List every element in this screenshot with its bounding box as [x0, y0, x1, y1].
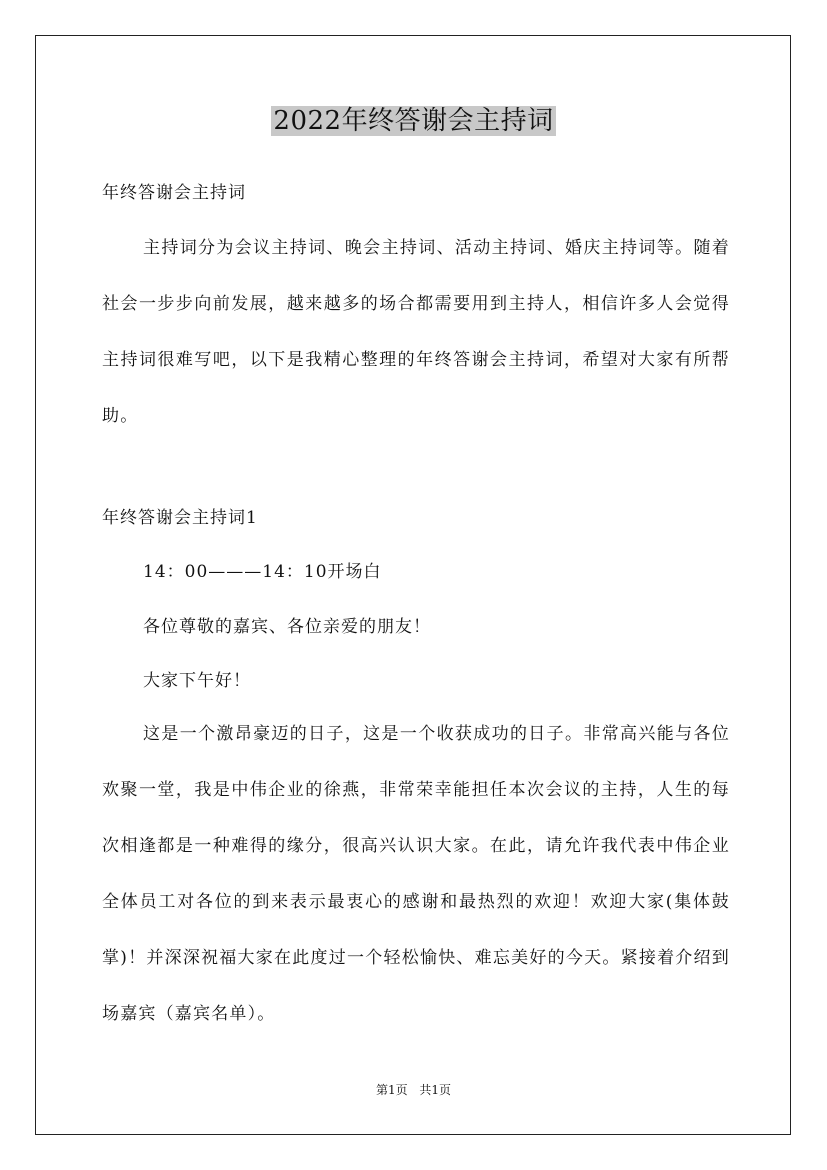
document-title: 2022年终答谢会主持词: [273, 106, 554, 136]
page-total: 共1页: [419, 1083, 452, 1097]
intro-paragraph: 主持词分为会议主持词、晚会主持词、活动主持词、婚庆主持词等。随着社会一步步向前发展，越来越多的场合都需要用到主持人，相信许多人会觉得主持词很难写吧，以下是我精心整理的年终答谢会主持词，希望对大家有所帮助。: [102, 238, 730, 426]
page-footer: [0, 1080, 827, 1100]
body-paragraph: 这是一个激昂豪迈的日子，这是一个收获成功的日子。非常高兴能与各位欢聚一堂，我是中伟企业的徐燕，非常荣幸能担任本次会议的主持，人生的每次相逢都是一种难得的缘分，很高兴认识大家。在此，请允许我代表中伟企业全体员工对各位的到来表示最衷心的感谢和最热烈的欢迎！欢迎大家(集体鼓掌)！并深深祝福大家在此度过一个轻松愉快、难忘美好的今天。紧接着介绍到场嘉宾（嘉宾名单）。: [102, 724, 730, 1024]
document-title-block: [0, 100, 827, 142]
section-heading: 年终答谢会主持词1: [102, 508, 258, 528]
subtitle: 年终答谢会主持词: [102, 183, 246, 203]
time-line: 14：00———14：10开场白: [143, 562, 382, 582]
afternoon-line: 大家下午好！: [143, 671, 251, 691]
page-number: 第1页: [375, 1083, 408, 1097]
greeting-line: 各位尊敬的嘉宾、各位亲爱的朋友！: [143, 617, 431, 637]
